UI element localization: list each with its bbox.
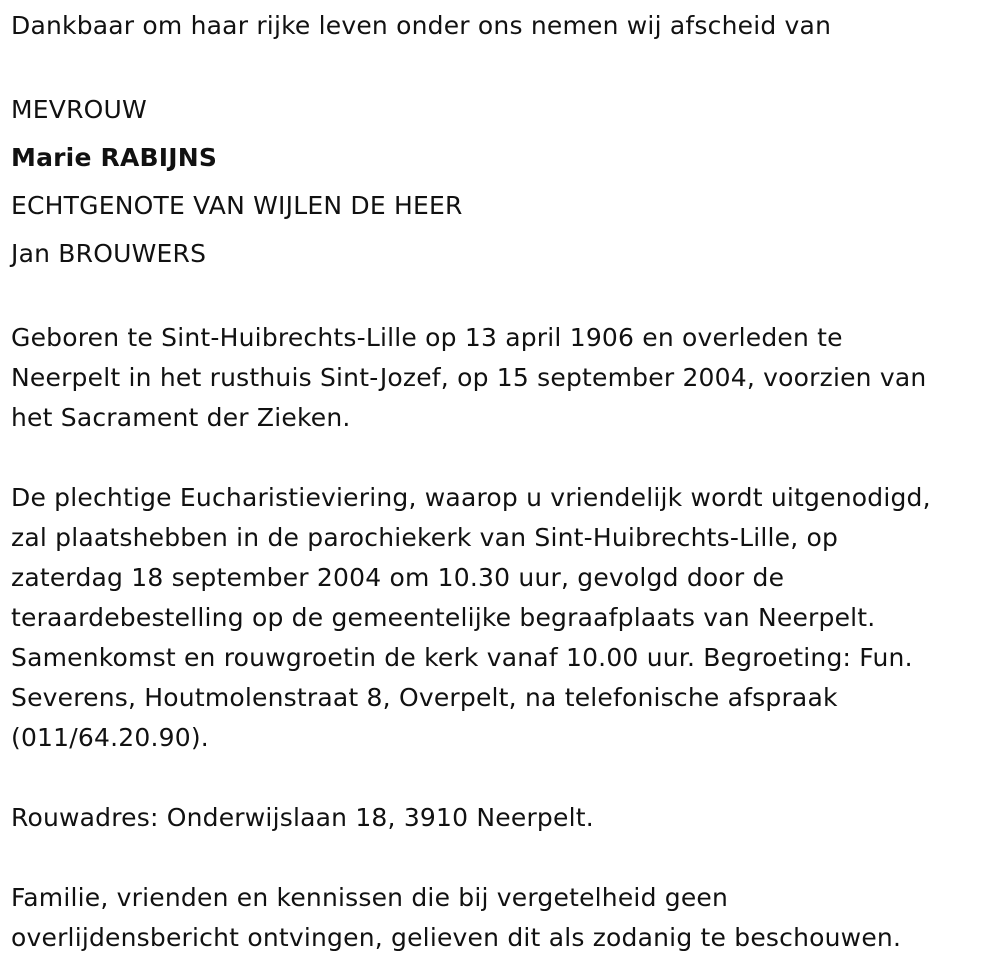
paragraph-line: het Sacrament der Zieken.: [11, 403, 351, 432]
intro-text: Dankbaar om haar rijke leven onder ons nemen wij afscheid van: [11, 11, 832, 40]
spacer: [11, 758, 991, 798]
birth-death-paragraph: [11, 318, 991, 438]
mourning-address: Rouwadres: Onderwijslaan 18, 3910 Neerpelt.: [11, 803, 594, 832]
spacer: [11, 46, 991, 86]
deceased-name: Marie RABIJNS: [11, 143, 218, 172]
paragraph-line: Neerpelt in het rusthuis Sint-Jozef, op 15 september 2004, voorzien van: [11, 363, 927, 392]
obituary-document: [11, 6, 991, 958]
paragraph-line: zal plaatshebben in de parochiekerk van Sint-Huibrechts-Lille, op: [11, 523, 839, 552]
paragraph-line: (011/64.20.90).: [11, 723, 209, 752]
title-prefix: MEVROUW: [11, 95, 147, 124]
spouse-name: Jan BROUWERS: [11, 239, 207, 268]
paragraph-line: teraardebestelling op de gemeentelijke begraafplaats van Neerpelt.: [11, 603, 876, 632]
paragraph-line: Samenkomst en rouwgroetin de kerk vanaf 10.00 uur. Begroeting: Fun.: [11, 643, 913, 672]
paragraph-line: overlijdensbericht ontvingen, gelieven dit als zodanig te beschouwen.: [11, 923, 902, 952]
spacer: [11, 838, 991, 878]
paragraph-line: De plechtige Eucharistieviering, waarop u vriendelijk wordt uitgenodigd,: [11, 483, 931, 512]
closing-paragraph: [11, 878, 991, 958]
spacer: [11, 278, 991, 318]
paragraph-line: Geboren te Sint-Huibrechts-Lille op 13 april 1906 en overleden te: [11, 323, 843, 352]
paragraph-line: zaterdag 18 september 2004 om 10.30 uur, gevolgd door de: [11, 563, 785, 592]
ceremony-paragraph: [11, 478, 991, 758]
spacer: [11, 438, 991, 478]
paragraph-line: Severens, Houtmolenstraat 8, Overpelt, na telefonische afspraak: [11, 683, 838, 712]
relation-text: ECHTGENOTE VAN WIJLEN DE HEER: [11, 191, 463, 220]
paragraph-line: Familie, vrienden en kennissen die bij vergetelheid geen: [11, 883, 729, 912]
